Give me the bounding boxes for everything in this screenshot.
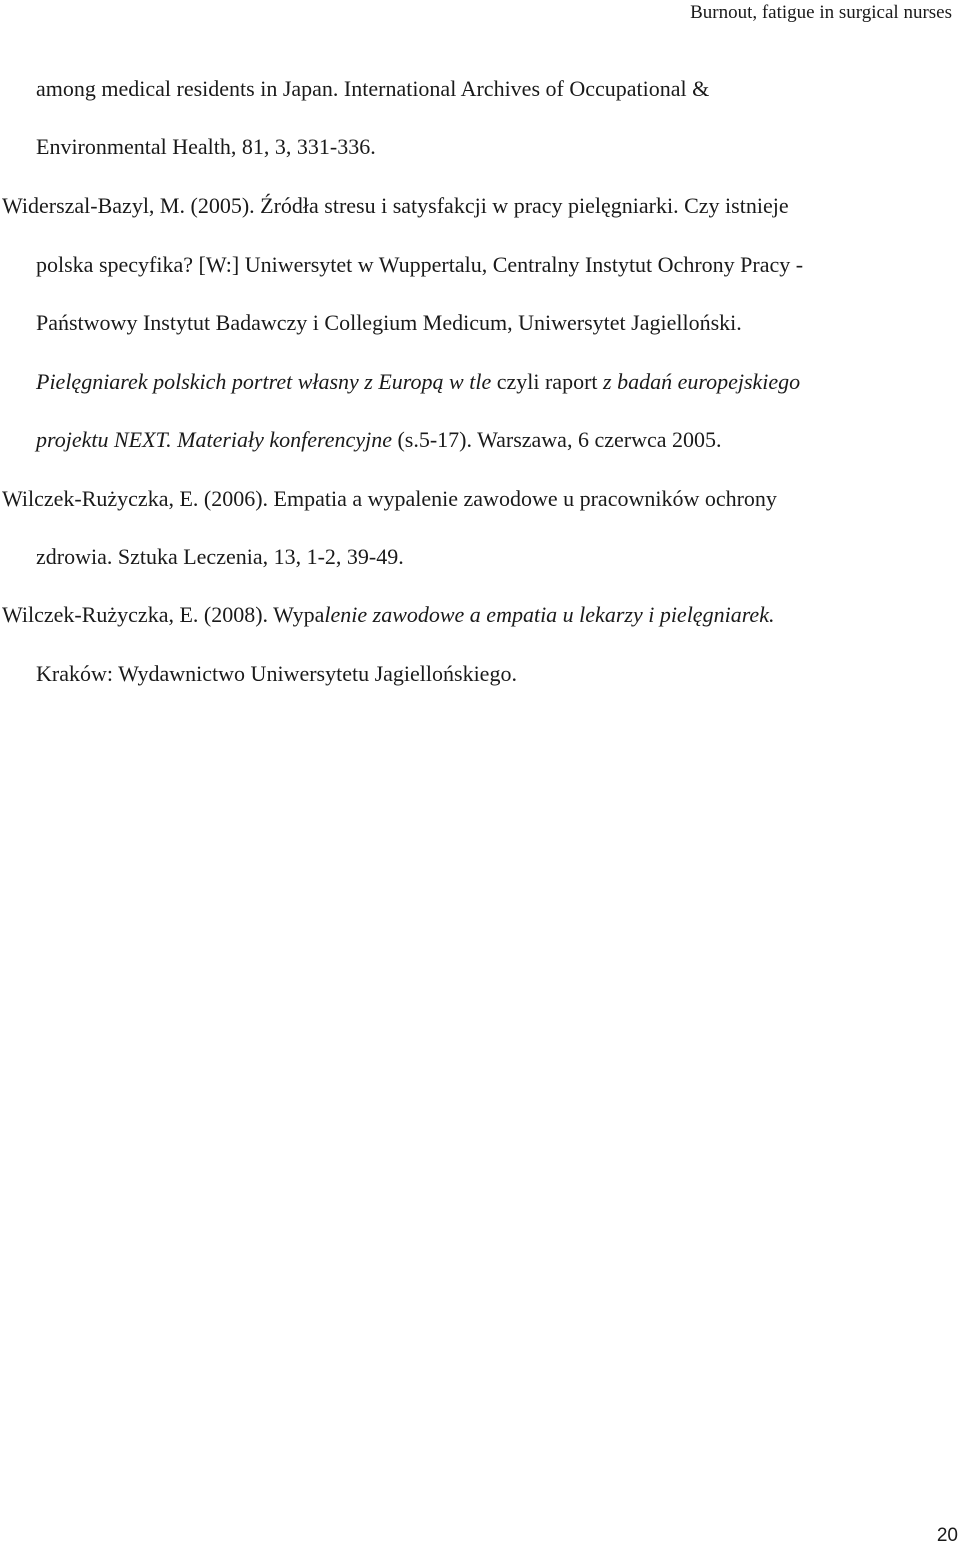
reference-line <box>36 369 800 395</box>
reference-line: among medical residents in Japan. International Archives of Occupational & <box>36 76 710 101</box>
reference-line <box>36 427 722 453</box>
book-title: projektu NEXT. Materiały konferencyjne <box>36 427 392 452</box>
running-head: Burnout, fatigue in surgical nurses <box>690 2 952 23</box>
book-title: lenie zawodowe a empatia u lekarzy i pielęgniarek. <box>324 602 775 627</box>
reference-text: czyli raport <box>491 369 604 394</box>
reference-line: Państwowy Instytut Badawczy i Collegium Medicum, Uniwersytet Jagielloński. <box>36 310 742 335</box>
book-title: z badań europejskiego <box>603 369 801 394</box>
reference-line: Wilczek-Rużyczka, E. (2006). Empatia a wypalenie zawodowe u pracowników ochrony <box>2 486 777 511</box>
reference-line <box>2 602 774 628</box>
reference-text: (s.5-17). Warszawa, 6 czerwca 2005. <box>391 427 722 452</box>
reference-line: Kraków: Wydawnictwo Uniwersytetu Jagiellońskiego. <box>36 661 517 686</box>
book-title: Pielęgniarek polskich portret własny z Europą w tle <box>36 369 492 394</box>
reference-text: Wilczek-Rużyczka, E. (2008). Wypa <box>2 602 325 627</box>
reference-line: polska specyfika? [W:] Uniwersytet w Wuppertalu, Centralny Instytut Ochrony Pracy - <box>36 252 804 277</box>
reference-line: Environmental Health, 81, 3, 331-336. <box>36 134 376 159</box>
reference-line: zdrowia. Sztuka Leczenia, 13, 1-2, 39-49. <box>36 544 404 569</box>
page-number: 20 <box>936 1525 958 1546</box>
reference-line: Widerszal-Bazyl, M. (2005). Źródła stresu i satysfakcji w pracy pielęgniarki. Czy istnieje <box>2 193 789 218</box>
